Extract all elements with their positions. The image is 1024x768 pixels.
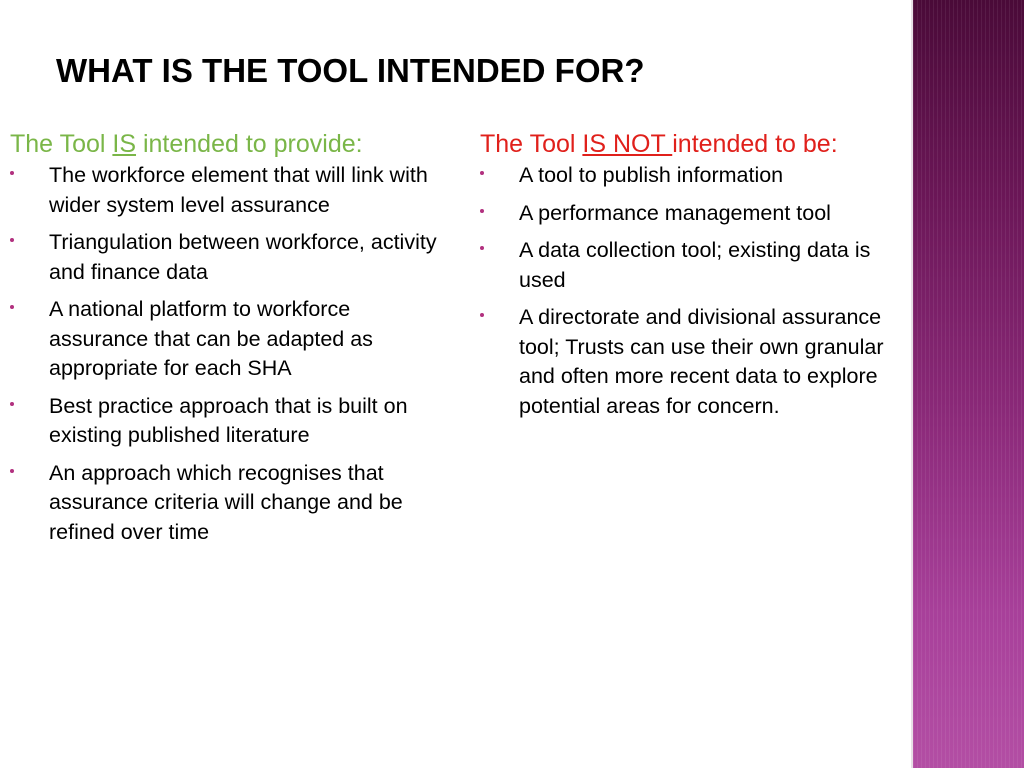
list-item-text: A national platform to workforce assurance that can be adapted as appropriate for each SHA [49,297,373,380]
left-column-heading [10,130,450,159]
left-bullet-list [10,161,450,547]
bullet-icon [10,171,14,175]
list-item [480,236,900,295]
bullet-icon [480,246,484,250]
list-item-text: The workforce element that will link with wider system level assurance [49,163,428,217]
left-column [10,130,450,555]
list-item [10,228,450,287]
right-heading-prefix: The Tool [480,130,583,158]
list-item-text: Best practice approach that is built on existing published literature [49,393,408,447]
bullet-icon [480,171,484,175]
bullet-icon [480,313,484,317]
slide-title: WHAT IS THE TOOL INTENDED FOR? [56,52,645,89]
right-column-heading [480,130,900,159]
list-item [10,392,450,451]
left-heading-prefix: The Tool [10,130,113,158]
list-item [10,161,450,220]
decorative-side-bar [911,0,1024,768]
bullet-icon [10,305,14,309]
side-bar-texture [913,0,1024,768]
bullet-icon [10,238,14,242]
list-item-text: A tool to publish information [519,163,784,187]
list-item [10,459,450,548]
left-heading-suffix: intended to provide: [136,130,363,158]
bullet-icon [10,469,14,473]
right-column [480,130,900,429]
list-item-text: A directorate and divisional assurance tool; Trusts can use their own granular and often more recent data to explore potential areas for concern. [519,305,884,418]
list-item [10,295,450,384]
list-item-text: An approach which recognises that assurance criteria will change and be refined over time [49,460,403,544]
left-heading-emphasis: IS [112,130,137,158]
bullet-icon [480,209,484,213]
right-bullet-list [480,161,900,421]
right-heading-suffix: intended to be: [672,130,838,158]
list-item [480,303,900,421]
list-item-text: A performance management tool [519,200,831,225]
list-item-text: A data collection tool; existing data is used [519,238,871,292]
bullet-icon [10,402,14,406]
list-item [480,199,900,229]
right-heading-emphasis: IS NOT [582,130,673,158]
list-item [480,161,900,191]
list-item-text: Triangulation between workforce, activity and finance data [49,230,437,284]
